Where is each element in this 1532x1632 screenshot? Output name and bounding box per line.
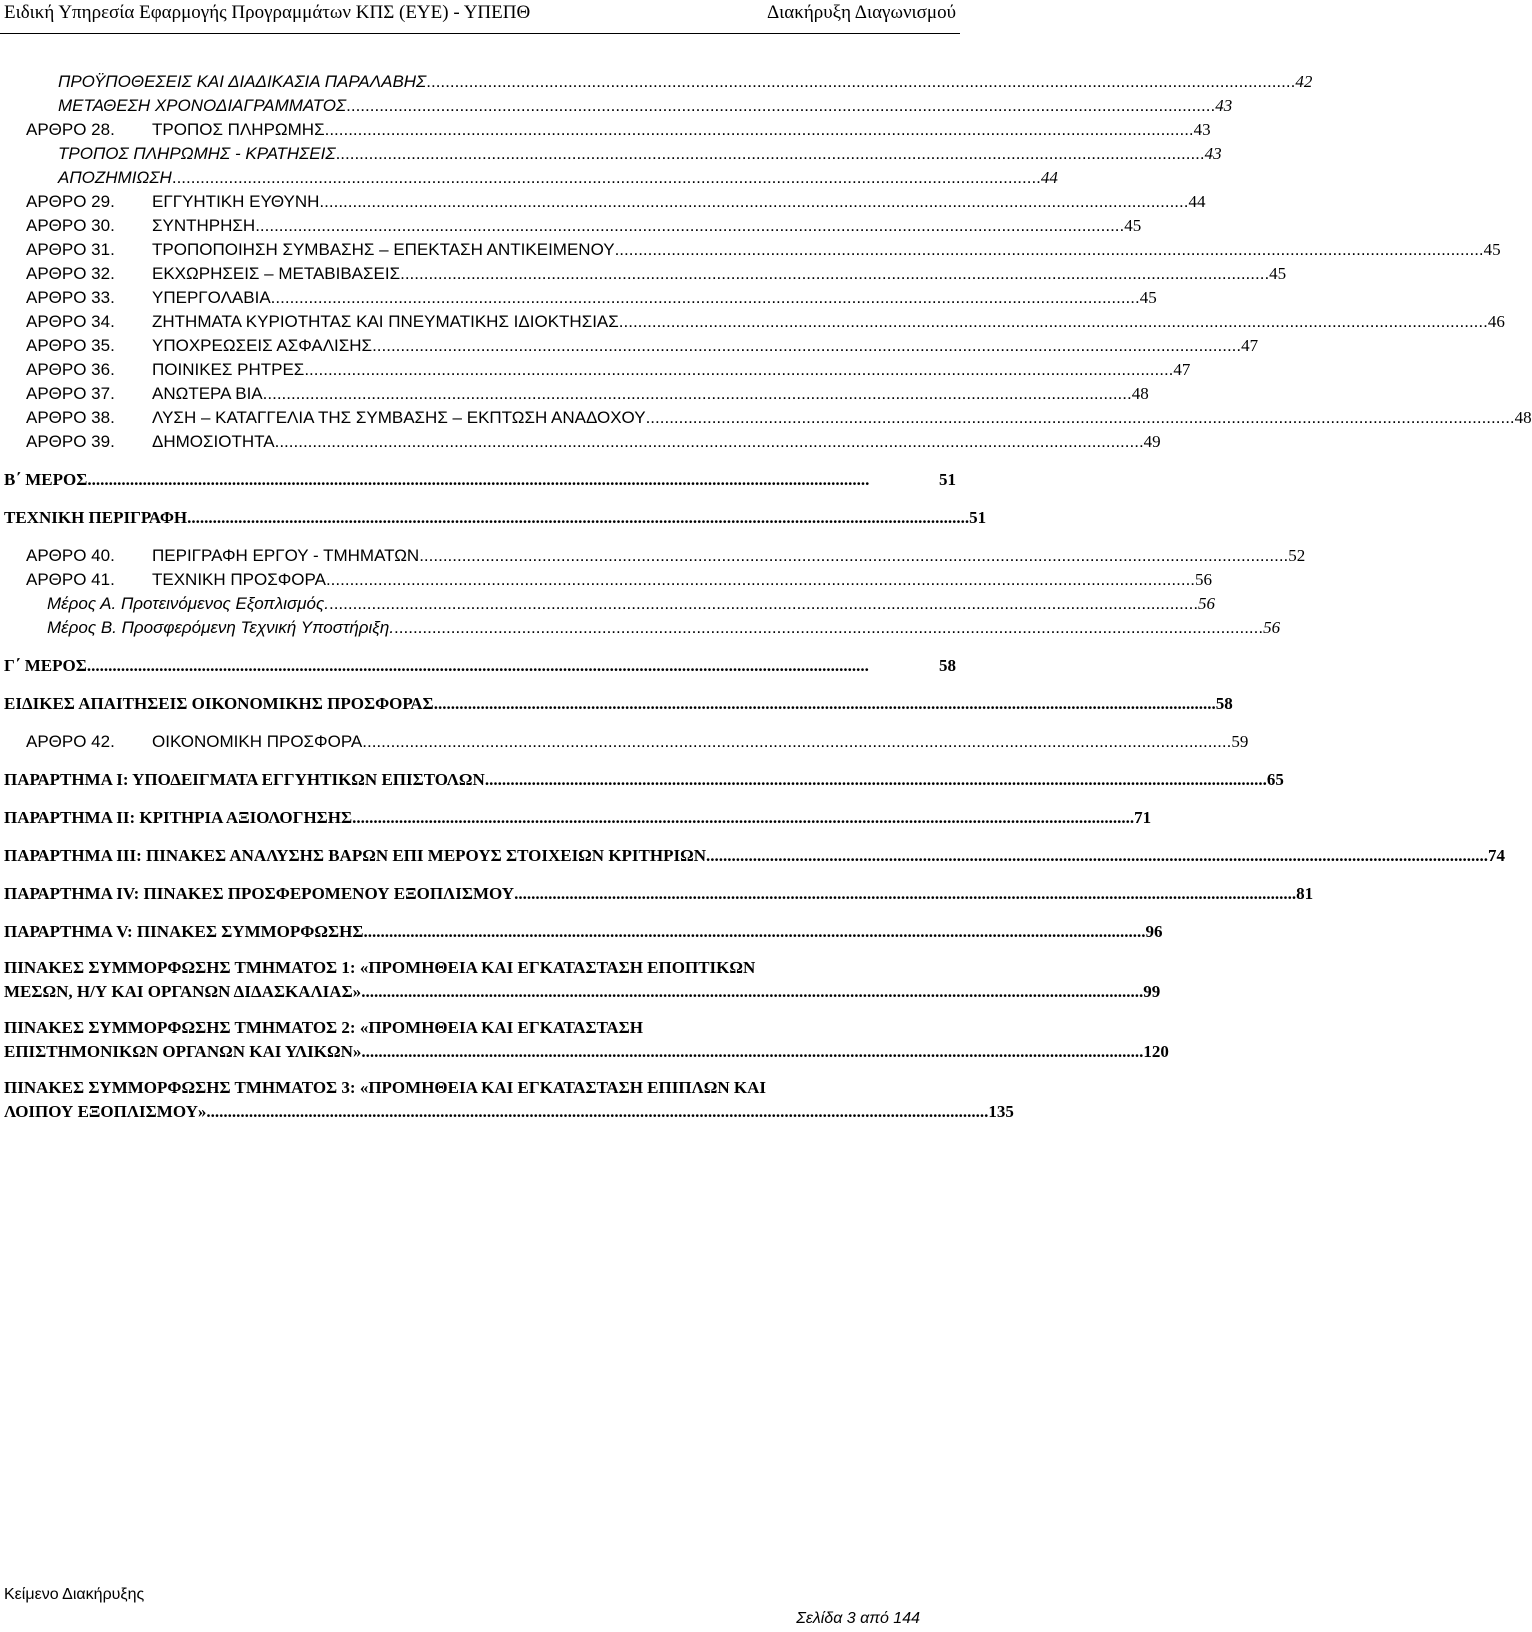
toc-article-number: ΑΡΘΡΟ 33. xyxy=(26,288,115,307)
toc-article-title: ΔΗΜΟΣΙΟΤΗΤΑ xyxy=(152,432,275,451)
toc-entry-label xyxy=(26,120,325,140)
toc-article-number: ΑΡΘΡΟ 36. xyxy=(26,360,115,379)
toc-section[interactable] xyxy=(4,808,1152,828)
toc-entry-label: ΑΠΟΖΗΜΙΩΣΗ xyxy=(58,168,172,187)
toc-entry[interactable] xyxy=(58,144,1222,164)
toc-article-number: ΑΡΘΡΟ 31. xyxy=(26,240,115,259)
toc-entry-page: 59 xyxy=(1231,732,1249,751)
toc-entry-label xyxy=(26,384,263,404)
toc-leader: ........................................................................................................................................................................................ xyxy=(270,288,1140,307)
toc-leader: ........................................................................................................................................................................................ xyxy=(419,546,1289,565)
toc-entry-page: 56 xyxy=(1263,618,1281,637)
toc-leader: ........................................................................................................................................................................................ xyxy=(324,120,1194,139)
toc-leader: ........................................................................................................................................................................................ xyxy=(426,72,1296,91)
toc-section-page: 96 xyxy=(1145,922,1163,941)
toc-entry-label: ΤΡΟΠΟΣ ΠΛΗΡΩΜΗΣ - ΚΡΑΤΗΣΕΙΣ xyxy=(58,144,336,163)
toc-article-number: ΑΡΘΡΟ 42. xyxy=(26,732,115,751)
toc-section[interactable] xyxy=(4,770,1284,790)
toc-entry-label xyxy=(26,732,362,752)
toc-leader: ........................................................................................................................................................................................ xyxy=(187,508,970,527)
toc-article-title: ΤΕΧΝΙΚΗ ΠΡΟΣΦΟΡΑ xyxy=(152,570,326,589)
toc-article-title: ΥΠΕΡΓΟΛΑΒΙΑ xyxy=(152,288,271,307)
toc-section[interactable] xyxy=(4,884,1314,904)
toc-section-label: ΤΕΧΝΙΚΗ ΠΕΡΙΓΡΑΦΗ xyxy=(4,508,188,527)
toc-entry-label xyxy=(26,360,304,380)
toc-entry[interactable] xyxy=(26,312,1505,332)
footer-page-number: Σελίδα 3 από 144 xyxy=(796,1610,920,1627)
toc-entry-page: 56 xyxy=(1198,594,1216,613)
toc-entry-label xyxy=(26,288,271,308)
toc-entry-page: 56 xyxy=(1195,570,1213,589)
toc-entry[interactable] xyxy=(26,570,1213,590)
toc-entry[interactable] xyxy=(26,408,1532,428)
toc-section-label-line1: ΠΙΝΑΚΕΣ ΣΥΜΜΟΡΦΩΣΗΣ ΤΜΗΜΑΤΟΣ 2: «ΠΡΟΜΗΘΕΙΑ ΚΑΙ ΕΓΚΑΤΑΣΤΑΣΗ xyxy=(4,1018,643,1037)
toc-section[interactable] xyxy=(4,1078,1014,1122)
toc-section[interactable] xyxy=(4,958,1161,1002)
toc-entry-label xyxy=(26,264,400,284)
toc-leader: ........................................................................................................................................................................................ xyxy=(362,732,1232,751)
toc-article-title: ΑΝΩΤΕΡΑ ΒΙΑ xyxy=(152,384,263,403)
toc-leader: ........................................................................................................................................................................................ xyxy=(328,594,1199,613)
toc-entry-label: Μέρος Β. Προσφερόμενη Τεχνική Υποστήριξη. xyxy=(47,618,395,637)
toc-leader: ........................................................................................................................................................................................ xyxy=(319,192,1189,211)
toc-section[interactable] xyxy=(4,694,1233,714)
toc-section-page: 135 xyxy=(988,1102,1014,1121)
toc-leader: ........................................................................................................................................................................................ xyxy=(262,384,1132,403)
toc-leader: ........................................................................................................................................................................................ xyxy=(394,618,1264,637)
toc-section[interactable] xyxy=(4,656,956,676)
toc-leader: ........................................................................................................................................................................................ xyxy=(514,884,1297,903)
toc-section-label-line2: ΜΕΣΩΝ, Η/Υ ΚΑΙ ΟΡΓΑΝΩΝ ΔΙΔΑΣΚΑΛΙΑΣ» xyxy=(4,982,362,1001)
toc-leader: ........................................................................................................................................................................................ xyxy=(325,570,1196,589)
toc-article-number: ΑΡΘΡΟ 30. xyxy=(26,216,115,235)
toc-section[interactable] xyxy=(4,508,987,528)
toc-entry[interactable] xyxy=(47,594,1216,614)
toc-leader: ........................................................................................................................................................................................ xyxy=(614,240,1484,259)
toc-leader: ........................................................................................................................................................................................ xyxy=(346,96,1216,115)
toc-entry-page: 46 xyxy=(1487,312,1505,331)
toc-entry-label xyxy=(26,408,646,428)
toc-entry-label: Μέρος Α. Προτεινόμενος Εξοπλισμός. xyxy=(47,594,329,613)
toc-entry-page: 43 xyxy=(1193,120,1211,139)
toc-leader: ........................................................................................................................................................................................ xyxy=(274,432,1144,451)
toc-entry-page: 43 xyxy=(1215,96,1233,115)
toc-entry[interactable] xyxy=(47,618,1281,638)
toc-article-number: ΑΡΘΡΟ 41. xyxy=(26,570,115,589)
toc-entry[interactable] xyxy=(26,360,1191,380)
toc-section-label-line2: ΕΠΙΣΤΗΜΟΝΙΚΩΝ ΟΡΓΑΝΩΝ ΚΑΙ ΥΛΙΚΩΝ» xyxy=(4,1042,362,1061)
toc-article-title: ΕΓΓΥΗΤΙΚΗ ΕΥΘΥΝΗ xyxy=(152,192,320,211)
toc-section-page: 71 xyxy=(1134,808,1152,827)
toc-entry-page: 52 xyxy=(1288,546,1306,565)
toc-entry-page: 45 xyxy=(1483,240,1501,259)
toc-leader: ........................................................................................................................................................................................ xyxy=(645,408,1515,427)
toc-section-label-line1: ΠΙΝΑΚΕΣ ΣΥΜΜΟΡΦΩΣΗΣ ΤΜΗΜΑΤΟΣ 3: «ΠΡΟΜΗΘΕΙΑ ΚΑΙ ΕΓΚΑΤΑΣΤΑΣΗ ΕΠΙΠΛΩΝ ΚΑΙ xyxy=(4,1078,767,1097)
toc-entry[interactable] xyxy=(26,120,1211,140)
toc-entry-label xyxy=(26,312,619,332)
toc-section[interactable] xyxy=(4,922,1163,942)
toc-entry-page: 45 xyxy=(1124,216,1142,235)
toc-section-page: 58 xyxy=(1215,694,1233,713)
toc-section-page: 65 xyxy=(1266,770,1284,789)
toc-entry-page: 42 xyxy=(1295,72,1313,91)
toc-entry-page: 45 xyxy=(1269,264,1287,283)
toc-section-line2 xyxy=(4,982,1161,1002)
toc-article-title: ΕΚΧΩΡΗΣΕΙΣ – ΜΕΤΑΒΙΒΑΣΕΙΣ xyxy=(152,264,401,283)
toc-entry-page: 44 xyxy=(1188,192,1206,211)
toc-entry-label xyxy=(26,336,372,356)
toc-leader: ........................................................................................................................................................................................ xyxy=(352,808,1135,827)
toc-article-number: ΑΡΘΡΟ 32. xyxy=(26,264,115,283)
toc-section-line2 xyxy=(4,1042,1169,1062)
toc-entry-page: 47 xyxy=(1241,336,1259,355)
toc-leader: ........................................................................................................................................................................................ xyxy=(304,360,1174,379)
toc-article-number: ΑΡΘΡΟ 40. xyxy=(26,546,115,565)
toc-leader: ........................................................................................................................................................................................ xyxy=(206,1102,989,1121)
toc-article-title: ΛΥΣΗ – ΚΑΤΑΓΓΕΛΙΑ ΤΗΣ ΣΥΜΒΑΣΗΣ – ΕΚΠΤΩΣΗ ΑΝΑΔΟΧΟΥ xyxy=(152,408,646,427)
toc-leader: ........................................................................................................................................................................................ xyxy=(361,982,1144,1001)
toc-article-number: ΑΡΘΡΟ 34. xyxy=(26,312,115,331)
toc-section-label: Β΄ ΜΕΡΟΣ xyxy=(4,470,88,489)
toc-entry[interactable] xyxy=(26,216,1142,236)
toc-entry-page: 47 xyxy=(1173,360,1191,379)
toc-entry-label xyxy=(26,570,326,590)
toc-entry[interactable] xyxy=(26,192,1206,212)
toc-entry[interactable] xyxy=(58,96,1233,116)
toc-article-number: ΑΡΘΡΟ 29. xyxy=(26,192,115,211)
toc-entry[interactable] xyxy=(26,240,1501,260)
toc-section-label: ΠΑΡΑΡΤΗΜΑ ΙΙΙ: ΠΙΝΑΚΕΣ ΑΝΑΛΥΣΗΣ ΒΑΡΩΝ ΕΠΙ ΜΕΡΟΥΣ ΣΤΟΙΧΕΙΩΝ ΚΡΙΤΗΡΙΩΝ xyxy=(4,846,706,865)
toc-entry-label xyxy=(26,240,615,260)
toc-entry[interactable] xyxy=(26,732,1249,752)
toc-entry[interactable] xyxy=(26,288,1157,308)
toc-article-title: ΤΡΟΠΟΣ ΠΛΗΡΩΜΗΣ xyxy=(152,120,325,139)
toc-leader: ........................................................................................................................................................................................ xyxy=(171,168,1041,187)
toc-section-page: 120 xyxy=(1143,1042,1169,1061)
toc-article-title: ΟΙΚΟΝΟΜΙΚΗ ΠΡΟΣΦΟΡΑ xyxy=(152,732,363,751)
toc-entry[interactable] xyxy=(26,384,1149,404)
toc-entry[interactable] xyxy=(26,546,1306,566)
toc-entry-label xyxy=(26,432,275,452)
toc-section-label: ΠΑΡΑΡΤΗΜΑ Ι: ΥΠΟΔΕΙΓΜΑΤΑ ΕΓΓΥΗΤΙΚΩΝ ΕΠΙΣΤΟΛΩΝ xyxy=(4,770,485,789)
toc-entry-label xyxy=(26,546,419,566)
toc-entry-page: 49 xyxy=(1143,432,1161,451)
toc-article-number: ΑΡΘΡΟ 35. xyxy=(26,336,115,355)
toc-entry-label: ΠΡΟΫΠΟΘΕΣΕΙΣ ΚΑΙ ΔΙΑΔΙΚΑΣΙΑ ΠΑΡΑΛΑΒΗΣ xyxy=(58,72,427,91)
toc-leader: ........................................................................................................................................................................................ xyxy=(706,846,1488,865)
toc-section[interactable] xyxy=(4,470,956,490)
footer-document-name: Κείμενο Διακήρυξης xyxy=(4,1586,145,1603)
toc-entry-page: 44 xyxy=(1040,168,1058,187)
toc-leader: ........................................................................................................................................................................................ xyxy=(433,694,1216,713)
header-document-title: Διακήρυξη Διαγωνισμού xyxy=(766,2,956,23)
toc-section-page: 99 xyxy=(1143,982,1161,1001)
toc-entry[interactable] xyxy=(58,168,1058,188)
toc-section-label: Γ΄ ΜΕΡΟΣ xyxy=(4,656,87,675)
toc-leader: ........................................................................................................................................................................................ xyxy=(618,312,1488,331)
toc-article-title: ΣΥΝΤΗΡΗΣΗ xyxy=(152,216,256,235)
header-organization: Ειδική Υπηρεσία Εφαρμογής Προγραμμάτων ΚΠΣ (ΕΥΕ) - ΥΠΕΠΘ xyxy=(4,2,531,23)
toc-leader: ........................................................................................................................................................................................ xyxy=(484,770,1267,789)
toc-section-label: ΠΑΡΑΡΤΗΜΑ IV: ΠΙΝΑΚΕΣ ΠΡΟΣΦΕΡΟΜΕΝΟΥ ΕΞΟΠΛΙΣΜΟΥ xyxy=(4,884,515,903)
toc-section-page: 51 xyxy=(939,470,956,489)
toc-entry-page: 48 xyxy=(1131,384,1149,403)
toc-leader: ........................................................................................................................................................................................ xyxy=(400,264,1270,283)
toc-article-title: ΠΕΡΙΓΡΑΦΗ ΕΡΓΟΥ - ΤΜΗΜΑΤΩΝ xyxy=(152,546,420,565)
toc-section-label: ΕΙΔΙΚΕΣ ΑΠΑΙΤΗΣΕΙΣ ΟΙΚΟΝΟΜΙΚΗΣ ΠΡΟΣΦΟΡΑΣ xyxy=(4,694,434,713)
toc-leader: ........................................................................................................................................................................................ xyxy=(335,144,1205,163)
toc-section-label-line2: ΛΟΙΠΟΥ ΕΞΟΠΛΙΣΜΟΥ» xyxy=(4,1102,207,1121)
toc-entry[interactable] xyxy=(26,336,1259,356)
toc-section-label: ΠΑΡΑΡΤΗΜΑ V: ΠΙΝΑΚΕΣ ΣΥΜΜΟΡΦΩΣΗΣ xyxy=(4,922,364,941)
toc-article-title: ΖΗΤΗΜΑΤΑ ΚΥΡΙΟΤΗΤΑΣ ΚΑΙ ΠΝΕΥΜΑΤΙΚΗΣ ΙΔΙΟΚΤΗΣΙΑΣ xyxy=(152,312,619,331)
toc-article-title: ΤΡΟΠΟΠΟΙΗΣΗ ΣΥΜΒΑΣΗΣ – ΕΠΕΚΤΑΣΗ ΑΝΤΙΚΕΙΜΕΝΟΥ xyxy=(152,240,615,259)
toc-section-label: ΠΑΡΑΡΤΗΜΑ ΙΙ: ΚΡΙΤΗΡΙΑ ΑΞΙΟΛΟΓΗΣΗΣ xyxy=(4,808,353,827)
toc-article-number: ΑΡΘΡΟ 37. xyxy=(26,384,115,403)
page-header xyxy=(0,0,960,34)
toc-article-title: ΥΠΟΧΡΕΩΣΕΙΣ ΑΣΦΑΛΙΣΗΣ xyxy=(152,336,373,355)
toc-section[interactable] xyxy=(4,1018,1169,1062)
toc-entry[interactable] xyxy=(58,72,1313,92)
toc-leader: ........................................................................................................................................................................................ xyxy=(372,336,1242,355)
toc-entry-label xyxy=(26,192,319,212)
toc-article-number: ΑΡΘΡΟ 38. xyxy=(26,408,115,427)
toc-leader: ........................................................................................................................................................................................ xyxy=(87,470,870,489)
toc-entry-page: 45 xyxy=(1139,288,1157,307)
toc-section-page: 81 xyxy=(1296,884,1314,903)
toc-section-label-line1: ΠΙΝΑΚΕΣ ΣΥΜΜΟΡΦΩΣΗΣ ΤΜΗΜΑΤΟΣ 1: «ΠΡΟΜΗΘΕΙΑ ΚΑΙ ΕΓΚΑΤΑΣΤΑΣΗ ΕΠΟΠΤΙΚΩΝ xyxy=(4,958,756,977)
toc-section[interactable] xyxy=(4,846,1505,866)
toc-section-page: 51 xyxy=(969,508,987,527)
toc-article-number: ΑΡΘΡΟ 39. xyxy=(26,432,115,451)
toc-entry-page: 43 xyxy=(1204,144,1222,163)
toc-article-number: ΑΡΘΡΟ 28. xyxy=(26,120,115,139)
toc-leader: ........................................................................................................................................................................................ xyxy=(255,216,1125,235)
toc-entry[interactable] xyxy=(26,432,1161,452)
toc-leader: ........................................................................................................................................................................................ xyxy=(363,922,1146,941)
toc-leader: ........................................................................................................................................................................................ xyxy=(361,1042,1144,1061)
toc-section-line2 xyxy=(4,1102,1014,1122)
toc-section-page: 58 xyxy=(939,656,956,675)
toc-entry-label xyxy=(26,216,255,236)
toc-entry-page: 48 xyxy=(1514,408,1532,427)
toc-entry[interactable] xyxy=(26,264,1287,284)
toc-article-title: ΠΟΙΝΙΚΕΣ ΡΗΤΡΕΣ xyxy=(152,360,305,379)
toc-entry-label: ΜΕΤΑΘΕΣΗ ΧΡΟΝΟΔΙΑΓΡΑΜΜΑΤΟΣ xyxy=(58,96,347,115)
toc-section-page: 74 xyxy=(1488,846,1505,865)
toc-leader: ........................................................................................................................................................................................ xyxy=(86,656,869,675)
